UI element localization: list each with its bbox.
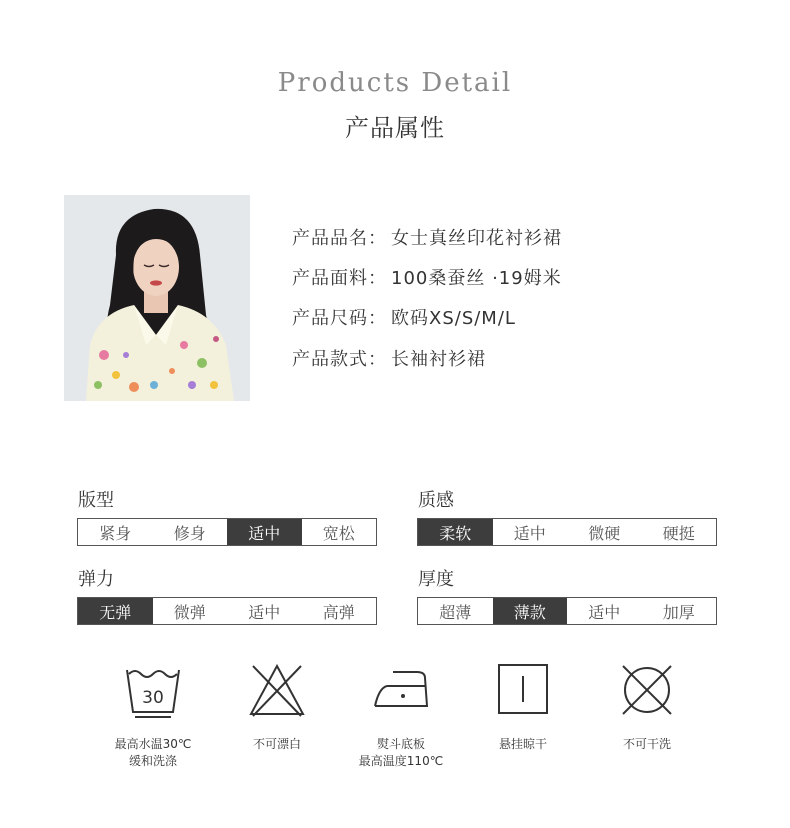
scale-option: 适中 bbox=[513, 523, 546, 543]
attr-name bbox=[292, 224, 562, 250]
scale-option: 修身 bbox=[173, 523, 206, 543]
title-en: Products Detail bbox=[277, 68, 513, 98]
attr-label: 产品面料： bbox=[292, 268, 387, 289]
scale-option: 宽松 bbox=[322, 523, 355, 543]
attr-label: 产品尺码： bbox=[292, 308, 387, 329]
iron-icon bbox=[371, 662, 431, 718]
care-item-bleach bbox=[217, 662, 337, 753]
scale-option: 微硬 bbox=[588, 523, 621, 543]
scale-title-fit: 版型 bbox=[78, 490, 114, 511]
product-photo bbox=[64, 195, 250, 401]
care-label-line1: 悬挂晾干 bbox=[498, 737, 547, 751]
scale-option: 超薄 bbox=[439, 602, 472, 622]
no-bleach-icon bbox=[247, 662, 307, 718]
scale-texture bbox=[417, 518, 717, 546]
scale-title-elasticity: 弹力 bbox=[78, 569, 114, 590]
scale-option: 无弹 bbox=[78, 598, 153, 624]
scale-option: 柔软 bbox=[418, 519, 493, 545]
scale-option: 适中 bbox=[227, 519, 302, 545]
scale-elasticity bbox=[77, 597, 377, 625]
attr-size bbox=[292, 304, 516, 330]
care-item-dryclean bbox=[587, 662, 707, 753]
wash-temp: 30 bbox=[142, 688, 164, 708]
attr-label: 产品款式： bbox=[292, 349, 387, 370]
care-item-wash bbox=[93, 662, 213, 770]
scale-option: 硬挺 bbox=[662, 523, 695, 543]
care-item-hang bbox=[463, 662, 583, 753]
attr-value: 欧码XS/S/M/L bbox=[391, 308, 516, 329]
care-label-line1: 不可干洗 bbox=[622, 737, 671, 751]
scale-title-thickness: 厚度 bbox=[418, 569, 454, 590]
scale-title-texture: 质感 bbox=[418, 490, 454, 511]
attr-fabric bbox=[292, 264, 562, 290]
no-dry-clean-icon bbox=[617, 662, 677, 718]
attr-value: 长袖衬衫裙 bbox=[391, 349, 486, 370]
scale-option: 适中 bbox=[588, 602, 621, 622]
scale-option: 高弹 bbox=[322, 602, 355, 622]
scale-thickness bbox=[417, 597, 717, 625]
care-label-line2: 最高温度110℃ bbox=[358, 754, 444, 768]
attr-label: 产品品名： bbox=[292, 228, 387, 249]
attr-value: 100桑蚕丝 ·19姆米 bbox=[391, 268, 562, 289]
care-label bbox=[587, 736, 707, 753]
scale-option: 薄款 bbox=[493, 598, 568, 624]
wash-30-icon bbox=[123, 662, 183, 718]
scale-option: 加厚 bbox=[662, 602, 695, 622]
scale-option: 紧身 bbox=[99, 523, 132, 543]
hang-dry-icon bbox=[493, 662, 553, 718]
care-label bbox=[341, 736, 461, 770]
scale-option: 适中 bbox=[248, 602, 281, 622]
attr-value: 女士真丝印花衬衫裙 bbox=[391, 228, 562, 249]
care-item-iron bbox=[341, 662, 461, 770]
attr-style bbox=[292, 345, 486, 371]
care-label-line1: 不可漂白 bbox=[252, 737, 301, 751]
care-label bbox=[217, 736, 337, 753]
scale-fit bbox=[77, 518, 377, 546]
care-label-line1: 最高水温30℃ bbox=[114, 737, 192, 751]
care-label-line1: 熨斗底板 bbox=[376, 737, 425, 751]
care-label bbox=[93, 736, 213, 770]
care-label-line2: 缓和洗涤 bbox=[128, 754, 177, 768]
scale-option: 微弹 bbox=[173, 602, 206, 622]
care-label bbox=[463, 736, 583, 753]
title-cn: 产品属性 bbox=[345, 114, 445, 142]
